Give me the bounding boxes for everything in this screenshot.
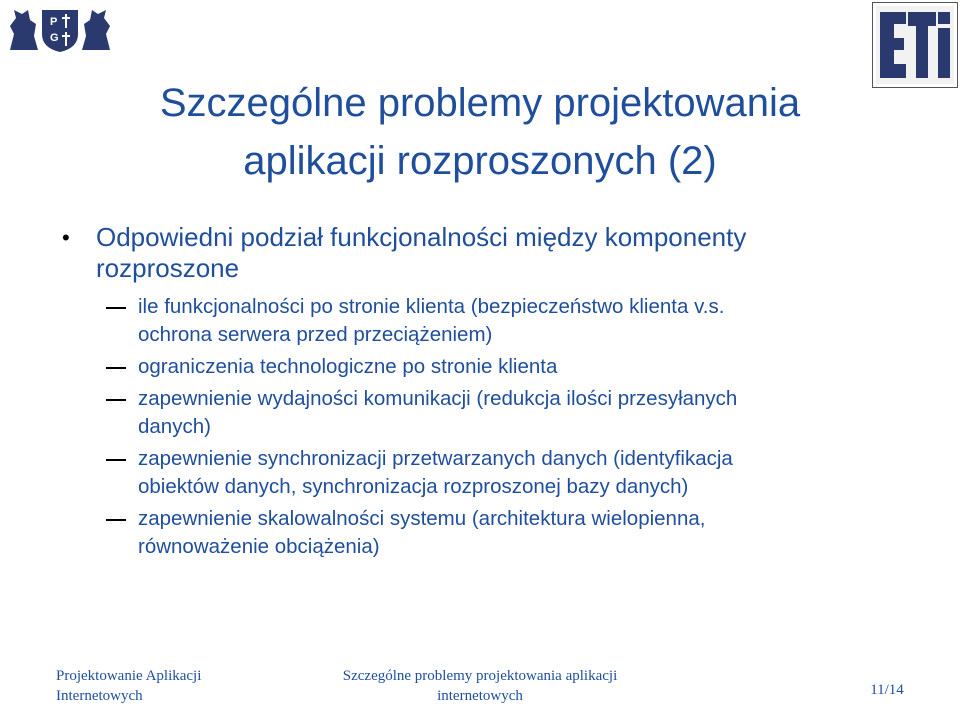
sub-bullet-item — [60, 505, 890, 561]
sub-bullet-item — [60, 445, 890, 501]
sub-bullet-line-2: równoważenie obciążenia) — [138, 535, 380, 558]
sub-bullet-item — [60, 353, 890, 381]
svg-text:P: P — [50, 16, 58, 28]
title-line-1: Szczególne problemy projektowania — [159, 81, 801, 125]
slide-content — [60, 222, 890, 565]
footer-left-line-1: Projektowanie Aplikacji — [56, 668, 202, 684]
eti-logo-icon — [872, 2, 958, 88]
sub-bullet-line-2: danych) — [138, 415, 211, 438]
slide-title — [100, 74, 860, 190]
dash-icon — [106, 399, 126, 401]
sub-bullet-line-1: zapewnienie wydajności komunikacji (redukcja ilości przesyłanych — [138, 387, 738, 410]
main-bullet-line-1: Odpowiedni podział funkcjonalności między komponenty — [96, 222, 747, 252]
footer-center-line-2: internetowych — [437, 688, 523, 704]
sub-bullet-item — [60, 385, 890, 441]
dash-icon — [106, 459, 126, 461]
sub-bullet-line-2: obiektów danych, synchronizacja rozproszonej bazy danych) — [138, 475, 689, 498]
title-line-2: aplikacji rozproszonych (2) — [243, 139, 717, 183]
footer-center-line-1: Szczególne problemy projektowania aplikacji — [342, 668, 618, 684]
svg-text:G: G — [50, 32, 59, 44]
sub-bullet-item — [60, 293, 890, 349]
footer-left-line-2: Internetowych — [56, 688, 143, 704]
main-bullet-line-2: rozproszone — [96, 253, 240, 283]
sub-bullet-line-1: zapewnienie synchronizacji przetwarzanych danych (identyfikacja — [138, 447, 733, 470]
dash-icon — [106, 519, 126, 521]
sub-bullet-line-1: zapewnienie skalowalności systemu (architektura wielopienna, — [138, 507, 706, 530]
sub-bullet-list — [60, 293, 890, 561]
page-number: 11/14 — [870, 682, 904, 698]
sub-bullet-line-1: ograniczenia technologiczne po stronie klienta — [138, 355, 558, 378]
footer-slide-topic — [330, 666, 630, 706]
footer-course-name — [56, 666, 256, 706]
sub-bullet-line-2: ochrona serwera przed przeciążeniem) — [138, 323, 493, 346]
dash-icon — [106, 367, 126, 369]
dash-icon — [106, 307, 126, 309]
bullet-icon: • — [62, 225, 70, 250]
sub-bullet-line-1: ile funkcjonalności po stronie klienta (bezpieczeństwo klienta v.s. — [138, 295, 725, 318]
main-bullet-item — [60, 222, 890, 284]
pg-crest-logo-icon — [6, 4, 114, 54]
